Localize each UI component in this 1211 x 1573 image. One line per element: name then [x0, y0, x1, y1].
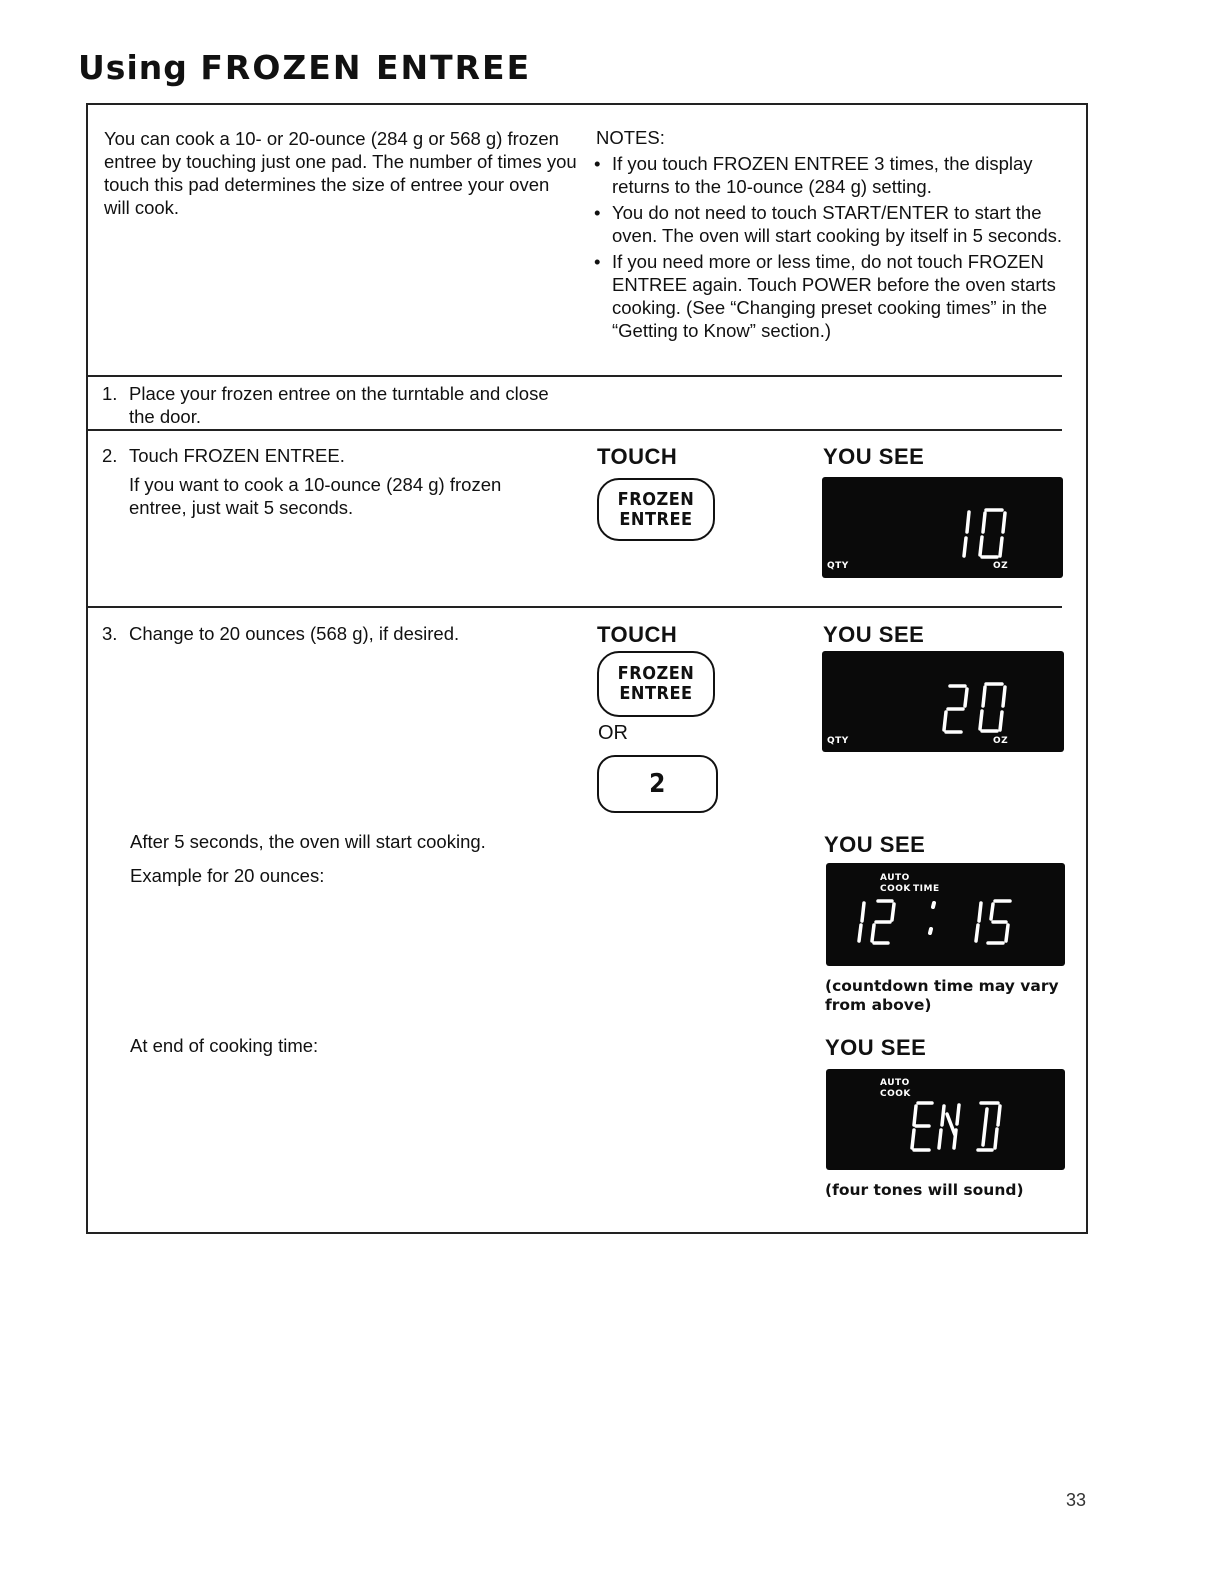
pad-label-line2: ENTREE: [619, 508, 693, 530]
cook-indicator: COOK: [880, 884, 911, 894]
step-3: [102, 622, 562, 645]
intro-paragraph: You can cook a 10- or 20-ounce (284 g or 568 g) frozen entree by touching just one pad. The number of times you touch this pad determines the size of entree your oven will cook.: [104, 128, 577, 218]
oz-indicator: OZ: [993, 561, 1009, 571]
step-text: Touch FROZEN ENTREE.: [129, 445, 345, 466]
end-text: At end of cooking time:: [130, 1035, 319, 1056]
step-number: 3.: [102, 623, 118, 644]
pad-number: 2: [649, 769, 666, 799]
time-indicator: TIME: [913, 884, 940, 894]
divider: [88, 429, 1062, 431]
seven-seg-end: [826, 1069, 1065, 1170]
auto-indicator: AUTO: [880, 873, 910, 883]
display-10: [822, 477, 1063, 578]
cook-indicator: COOK: [880, 1089, 911, 1099]
after-text: After 5 seconds, the oven will start cooking.: [130, 831, 486, 852]
page-title: [78, 48, 531, 87]
pad-label-line1: FROZEN: [617, 488, 695, 510]
title-main: FROZEN ENTREE: [200, 48, 532, 87]
step-text: Change to 20 ounces (568 g), if desired.: [129, 623, 460, 644]
seven-seg-20: [822, 651, 1064, 752]
divider: [88, 606, 1062, 608]
page-number: 33: [1066, 1490, 1087, 1510]
divider: [88, 375, 1062, 377]
notes-list: [594, 152, 1074, 345]
seven-seg-1215: [826, 863, 1065, 966]
step-number: 1.: [102, 383, 118, 404]
auto-indicator: AUTO: [880, 1078, 910, 1088]
example-text: Example for 20 ounces:: [130, 865, 325, 886]
qty-indicator: QTY: [827, 736, 849, 746]
step-text: Place your frozen entree on the turntable and close the door.: [129, 383, 549, 427]
note-item: • If you touch FROZEN ENTREE 3 times, the display returns to the 10-ounce (284 g) setting.: [594, 152, 1074, 198]
countdown-caption: (countdown time may vary from above): [825, 977, 1059, 1014]
you-see-header: YOU SEE: [825, 1035, 927, 1060]
seven-seg-10: [822, 477, 1063, 578]
title-prefix: Using: [78, 48, 188, 87]
touch-header: TOUCH: [597, 622, 678, 647]
note-item: • If you need more or less time, do not touch FROZEN ENTREE again. Touch POWER before the oven starts cooking. (See “Changing preset cooking times” in the “Getting to Know” section.): [594, 250, 1074, 342]
you-see-header: YOU SEE: [823, 444, 925, 469]
frozen-entree-pad[interactable]: [597, 651, 715, 717]
display-20: [822, 651, 1064, 752]
tones-caption: (four tones will sound): [825, 1181, 1024, 1199]
qty-indicator: QTY: [827, 561, 849, 571]
frozen-entree-pad[interactable]: [597, 478, 715, 541]
you-see-header: YOU SEE: [823, 622, 925, 647]
pad-label-line1: FROZEN: [617, 663, 695, 684]
or-label: OR: [598, 722, 628, 744]
display-countdown: [826, 863, 1065, 966]
step-2: [102, 444, 562, 519]
step-1: [102, 382, 562, 428]
number-2-pad[interactable]: [597, 755, 718, 813]
pad-label-line2: ENTREE: [619, 683, 693, 704]
step-subtext: If you want to cook a 10-ounce (284 g) frozen entree, just wait 5 seconds.: [129, 474, 502, 518]
oz-indicator: OZ: [993, 736, 1009, 746]
you-see-header: YOU SEE: [824, 832, 926, 857]
note-item: • You do not need to touch START/ENTER to start the oven. The oven will start cooking by itself in 5 seconds.: [594, 201, 1074, 247]
display-end: [826, 1069, 1065, 1170]
notes-heading: NOTES:: [596, 127, 665, 148]
step-number: 2.: [102, 445, 118, 466]
touch-header: TOUCH: [597, 444, 678, 469]
